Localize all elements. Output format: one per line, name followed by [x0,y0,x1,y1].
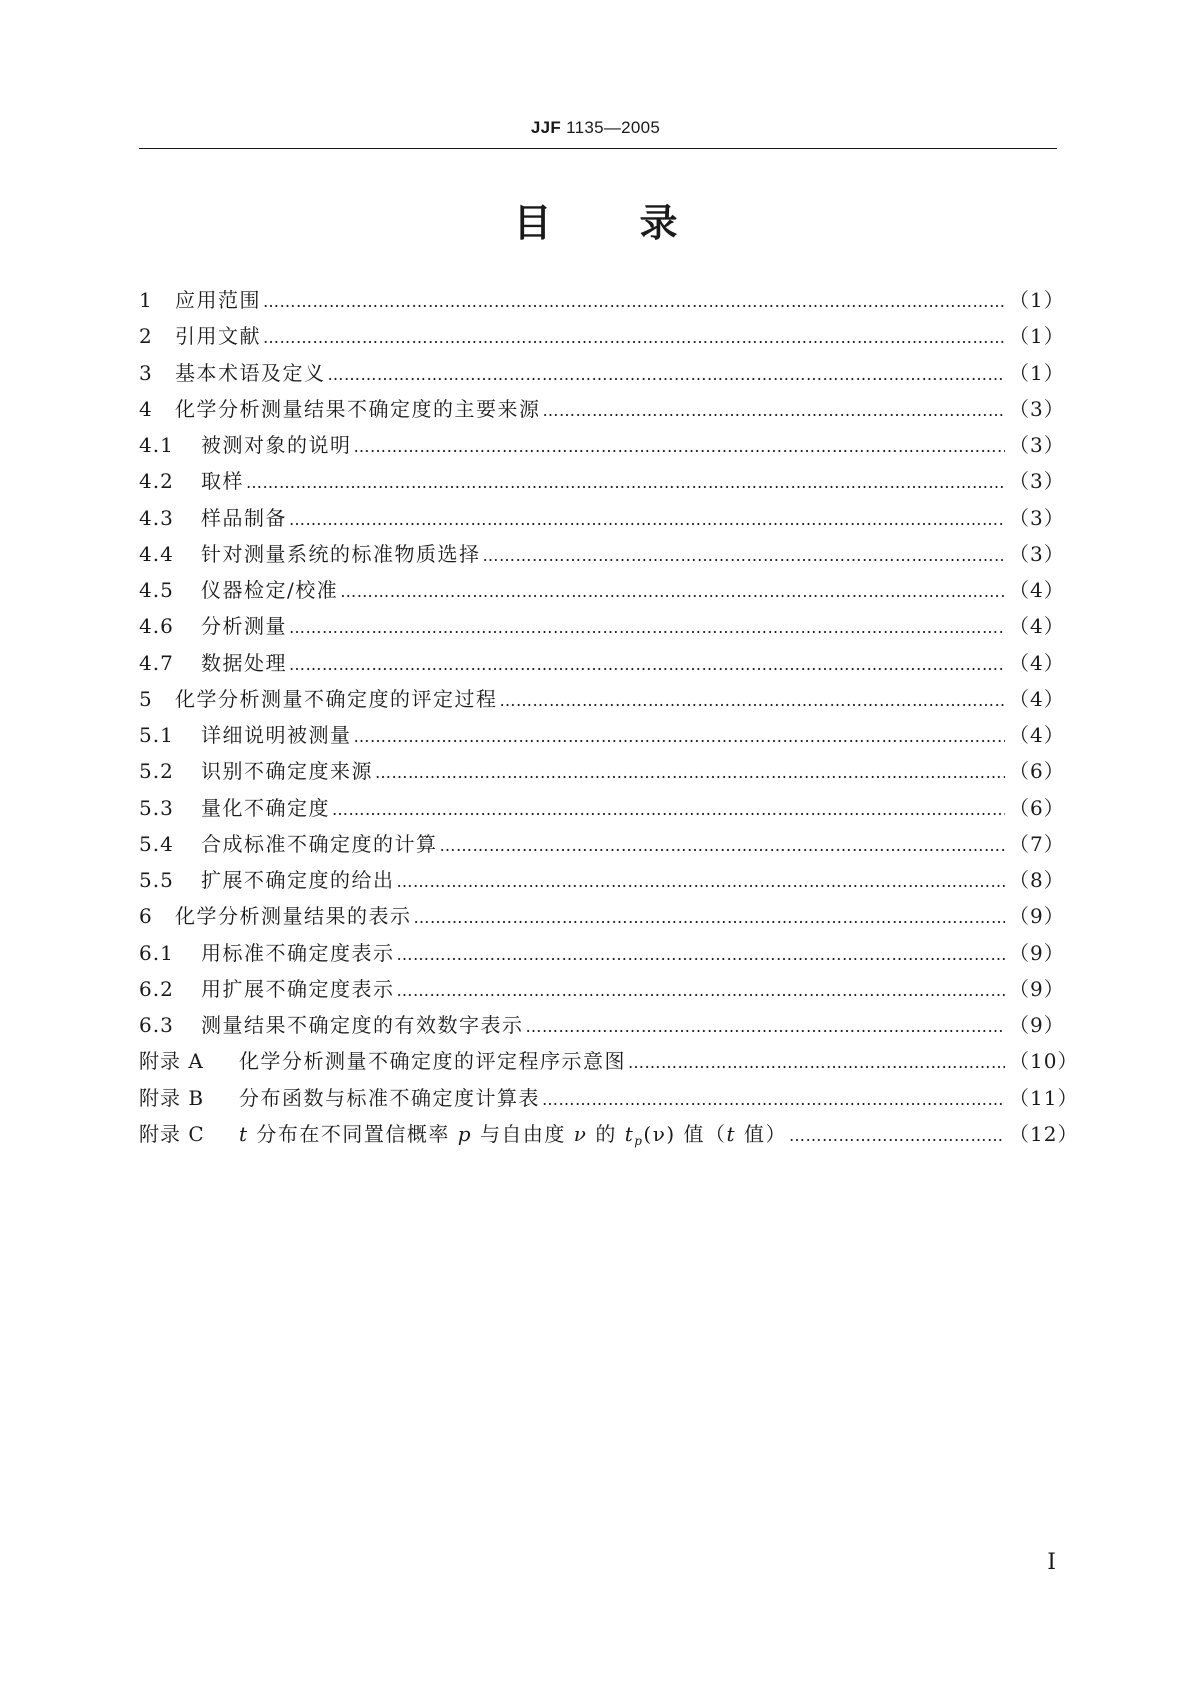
toc-leader-dots [354,723,1006,751]
toc-entry-number: 5.5 [139,868,174,892]
math-subscript-p: p [634,1133,644,1148]
toc-leader-dots [328,361,1006,389]
toc-leader-dots [397,868,1006,896]
math-arg: (ν) [643,1121,676,1146]
toc-entry-title: 基本术语及定义 [175,360,326,385]
toc-entry-number: 4.6 [139,614,174,639]
toc-entry-title: 取样 [201,469,244,494]
toc-leader-dots [414,904,1006,932]
toc-leader-dots [289,614,1005,642]
toc-entry-page: （4） [1009,614,1065,639]
toc-entry-title: 数据处理 [201,650,287,675]
toc-entry-title: 扩展不确定度的给出 [201,868,395,892]
toc-entry-page: （3） [1009,396,1065,421]
toc-entry-title: 量化不确定度 [201,795,330,820]
toc-entry-page: （4） [1009,723,1065,747]
toc-leader-dots [500,687,1006,715]
toc-leader-dots [375,759,1005,787]
toc-leader-dots [263,288,1005,316]
toc-entry-page: （1） [1009,288,1065,312]
toc-leader-dots [246,469,1005,497]
toc-entry-number: 6.1 [139,940,174,965]
toc-entry-number: 附录 C [139,1121,205,1146]
math-p: p [457,1121,473,1146]
toc-entry[interactable] [139,359,1065,395]
toc-entry-page: （1） [1009,324,1065,349]
toc-entry[interactable] [139,576,1065,612]
toc-entry-page: （8） [1009,868,1065,892]
title-text: 值（ [683,1121,727,1146]
toc-entry[interactable] [139,286,1065,322]
header-rule [139,148,1057,149]
toc-leader-dots [628,1049,1005,1077]
title-char-1: 目 [513,201,552,245]
toc-leader-dots [289,506,1005,534]
toc-entry-page: （4） [1009,686,1065,711]
toc-entry[interactable] [139,1011,1065,1047]
toc-entry-number: 4.5 [139,578,174,602]
toc-entry[interactable] [139,612,1065,648]
toc-entry-title: 仪器检定/校准 [201,578,339,602]
toc-entry[interactable] [139,467,1065,503]
toc-entry-number: 附录 A [139,1049,204,1074]
toc-entry[interactable] [139,939,1065,975]
toc-leader-dots [440,832,1006,860]
toc-entry-title: 化学分析测量不确定度的评定程序示意图 [239,1049,626,1074]
toc-leader-dots [397,941,1006,969]
title-text: 的 [595,1121,617,1146]
page-folio: I [1047,1550,1056,1575]
standard-number: 1135—2005 [566,118,661,137]
toc-entry-title: 化学分析测量结果的表示 [175,904,412,929]
toc-leader-dots [543,397,1006,425]
toc-entry[interactable] [139,540,1065,576]
toc-entry[interactable] [139,1047,1079,1083]
toc-entry-title: 样品制备 [201,505,287,530]
toc-leader-dots [340,578,1005,606]
toc-entry-page: （10） [1009,1049,1079,1074]
title-text: 值） [743,1121,787,1146]
math-t: t [624,1121,635,1146]
math-t: t [726,1121,737,1146]
toc-leader-dots [263,324,1005,352]
toc-entry-number: 附录 B [139,1085,205,1110]
toc-entry-number: 6 [139,904,153,929]
toc-entry[interactable] [139,322,1065,358]
toc-entry-page: （9） [1009,976,1065,1001]
toc-entry-number: 5.3 [139,795,174,820]
standard-prefix: JJF [530,118,562,137]
toc-entry-number: 5.4 [139,831,174,856]
toc-entry-number: 6.3 [139,1013,174,1037]
toc-entry-title: 用扩展不确定度表示 [201,976,395,1001]
toc-entry-title: 针对测量系统的标准物质选择 [201,541,481,566]
toc-entry-number: 4.2 [139,469,174,494]
toc-leader-dots [483,542,1006,570]
toc-entry[interactable] [139,1120,1079,1156]
toc-entry-page: （9） [1009,1013,1065,1037]
toc-entry-title: 应用范围 [175,288,261,312]
toc-entry-number: 6.2 [139,976,174,1001]
toc-entry-number: 4.1 [139,433,174,457]
toc-entry-number: 5.1 [139,723,174,747]
toc-leader-dots [526,1013,1006,1041]
toc-entry[interactable] [139,830,1065,866]
title-text: 与自由度 [479,1121,566,1146]
toc-entry-number: 5 [139,686,153,711]
toc-leader-dots [332,796,1005,824]
toc-entry[interactable] [139,395,1065,431]
toc-leader-dots [542,1086,1005,1114]
toc-entry-title: 化学分析测量不确定度的评定过程 [175,686,498,711]
toc-leader-dots [354,433,1006,461]
math-nu: ν [573,1121,588,1146]
toc-entry-page: （3） [1009,469,1065,494]
toc-entry-page: （7） [1009,831,1065,856]
running-header [0,118,1191,138]
toc-entry-title: 详细说明被测量 [201,723,352,747]
toc-entry[interactable] [139,504,1065,540]
toc-entry-page: （6） [1009,795,1065,820]
toc-entry-number: 4.3 [139,505,174,530]
toc-entry-page: （12） [1009,1121,1079,1146]
toc-entry-page: （1） [1009,360,1065,385]
toc-entry-title: 分布函数与标准不确定度计算表 [239,1085,540,1110]
toc-entry-title: 引用文献 [175,324,261,349]
toc-entry[interactable] [139,757,1065,793]
toc-entry-page: （11） [1009,1085,1079,1110]
toc-entry-title: 合成标准不确定度的计算 [201,831,438,856]
toc-entry[interactable] [139,1084,1079,1120]
toc-entry-page: （4） [1009,650,1065,675]
toc-entry-number: 1 [139,288,153,312]
toc-leader-dots [397,977,1006,1005]
toc-entry-title: 测量结果不确定度的有效数字表示 [201,1013,524,1037]
title-text: 分布在不同置信概率 [256,1121,450,1146]
toc-entry-number: 4 [139,396,153,421]
toc-entry-number: 5.2 [139,759,174,784]
toc-entry[interactable] [139,431,1065,467]
toc-entry-page: （3） [1009,505,1065,530]
toc-entry-number: 3 [139,360,153,385]
toc-entry[interactable] [139,975,1065,1011]
title-char-2: 录 [639,201,678,245]
toc-entry-page: （6） [1009,759,1065,784]
toc-entry-page: （4） [1009,578,1065,602]
toc-entry-page: （9） [1009,940,1065,965]
toc-leader-dots [289,651,1005,679]
toc-entry-number: 4.7 [139,650,174,675]
toc-entry[interactable] [139,866,1065,902]
toc-entry-title: 分析测量 [201,614,287,639]
toc-entry[interactable] [139,721,1065,757]
toc-entry-number: 2 [139,324,153,349]
toc-entry-title: 识别不确定度来源 [201,759,373,784]
toc-entry-title: 用标准不确定度表示 [201,940,395,965]
toc-entry-number: 4.4 [139,541,174,566]
toc-entry-page: （3） [1009,541,1065,566]
toc-entry[interactable] [139,649,1065,685]
toc-entry[interactable] [139,794,1065,830]
toc-entry[interactable] [139,902,1065,938]
table-of-contents [139,286,1079,1156]
toc-entry-page: （3） [1009,433,1065,457]
toc-entry-page: （9） [1009,904,1065,929]
toc-leader-dots [789,1122,1005,1150]
toc-entry[interactable] [139,685,1065,721]
toc-entry-title [239,1120,787,1155]
toc-entry-title: 被测对象的说明 [201,433,352,457]
page-title [0,200,1191,246]
math-t: t [239,1121,249,1146]
toc-entry-title: 化学分析测量结果不确定度的主要来源 [175,396,541,421]
